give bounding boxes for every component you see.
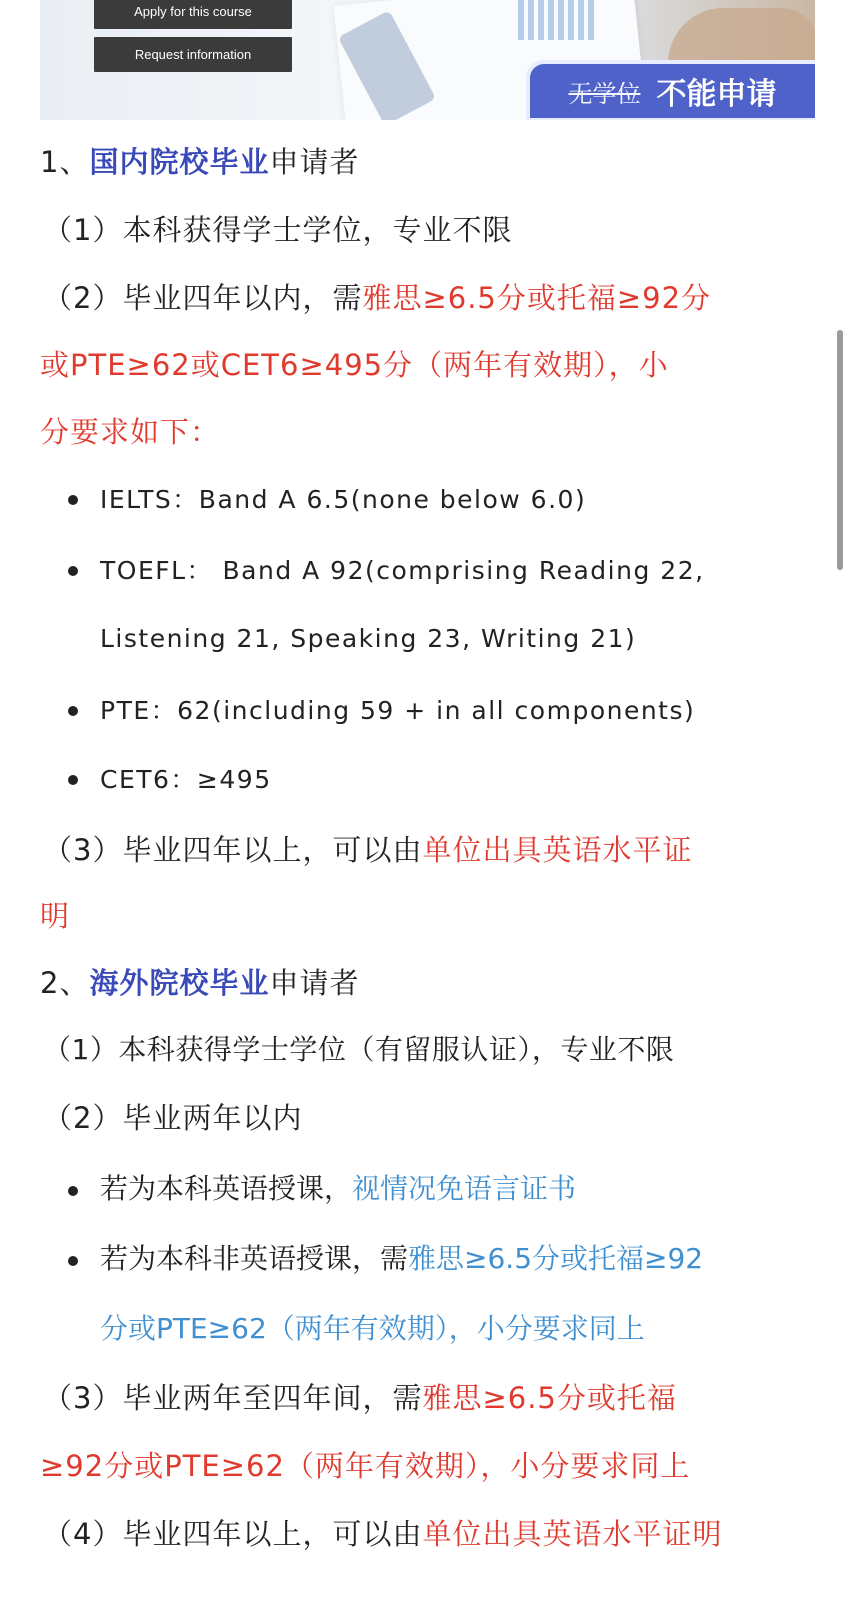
section2-index: 2、 xyxy=(40,966,90,1000)
section1-item2-red-2: 或PTE≥62或CET6≥495分（两年有效期），小 xyxy=(40,348,669,382)
section1-item2-prefix: （2）毕业四年以内，需 xyxy=(43,281,363,315)
bullet-dot xyxy=(68,1186,78,1196)
section1-item3 xyxy=(43,830,803,870)
section2-bullet1-blue: 视情况免语言证书 xyxy=(352,1172,577,1205)
tag-cannot-apply-text: 不能申请 xyxy=(656,77,777,112)
section2-bullet1-prefix: 若为本科英语授课， xyxy=(100,1172,353,1205)
section2-bullet2-blue-2: 分或PTE≥62（两年有效期），小分要求同上 xyxy=(100,1312,645,1345)
bullet-pte: PTE：62(including 59 + in all components) xyxy=(100,696,696,725)
bullet-cet6: CET6：≥495 xyxy=(100,765,272,794)
section1-item2-red-1: 雅思≥6.5分或托福≥92分 xyxy=(362,281,712,315)
section2-title-highlight: 海外院校毕业 xyxy=(89,966,270,1000)
bullet-dot xyxy=(68,706,78,716)
section2-item4-prefix: （4）毕业四年以上，可以由 xyxy=(43,1517,423,1551)
section2-title xyxy=(40,963,800,1003)
section1-title xyxy=(40,142,800,182)
bullet-ielts: IELTS：Band A 6.5(none below 6.0) xyxy=(100,485,587,514)
section2-item3-red-2: ≥92分或PTE≥62（两年有效期），小分要求同上 xyxy=(40,1449,691,1483)
section1-item2-red-3: 分要求如下： xyxy=(40,415,221,449)
request-information-button[interactable]: Request information xyxy=(94,37,292,72)
section2-item1: （1）本科获得学士学位（有留服认证），专业不限 xyxy=(43,1033,675,1066)
section2-item3-red-1: 雅思≥6.5分或托福 xyxy=(422,1381,677,1415)
section1-title-highlight: 国内院校毕业 xyxy=(89,145,270,179)
no-degree-tag xyxy=(530,64,815,118)
tag-no-degree-text: 无学位 xyxy=(568,79,641,108)
section2-bullet1 xyxy=(100,1170,800,1208)
scrollbar-thumb[interactable] xyxy=(837,330,843,570)
section1-title-rest: 申请者 xyxy=(269,145,360,179)
section1-item3-red-2: 明 xyxy=(40,899,71,933)
section2-item4-red: 单位出具英语水平证明 xyxy=(422,1517,723,1551)
bullet-dot xyxy=(68,566,78,576)
banner-chart-image xyxy=(518,0,598,40)
bullet-dot xyxy=(68,495,78,505)
section1-index: 1、 xyxy=(40,145,90,179)
section2-item2: （2）毕业两年以内 xyxy=(43,1101,303,1135)
bullet-toefl-cont: Listening 21, Speaking 23, Writing 21) xyxy=(100,624,637,653)
section1-item3-red-1: 单位出具英语水平证 xyxy=(422,833,693,867)
section1-item2 xyxy=(43,278,803,318)
course-banner xyxy=(40,0,815,120)
section2-item4 xyxy=(43,1514,803,1554)
bullet-dot xyxy=(68,1256,78,1266)
section2-bullet2-blue-1: 雅思≥6.5分或托福≥92 xyxy=(408,1242,704,1275)
section1-item1: （1）本科获得学士学位，专业不限 xyxy=(43,213,513,247)
section2-bullet2-prefix: 若为本科非英语授课，需 xyxy=(100,1242,409,1275)
apply-course-button[interactable]: Apply for this course xyxy=(94,0,292,29)
section2-title-rest: 申请者 xyxy=(269,966,360,1000)
section2-item3-prefix: （3）毕业两年至四年间，需 xyxy=(43,1381,423,1415)
section1-item3-prefix: （3）毕业四年以上，可以由 xyxy=(43,833,423,867)
section2-item3 xyxy=(43,1378,803,1418)
section2-bullet2 xyxy=(100,1240,800,1278)
bullet-dot xyxy=(68,775,78,785)
bullet-toefl: TOEFL： Band A 92(comprising Reading 22, xyxy=(100,556,705,585)
